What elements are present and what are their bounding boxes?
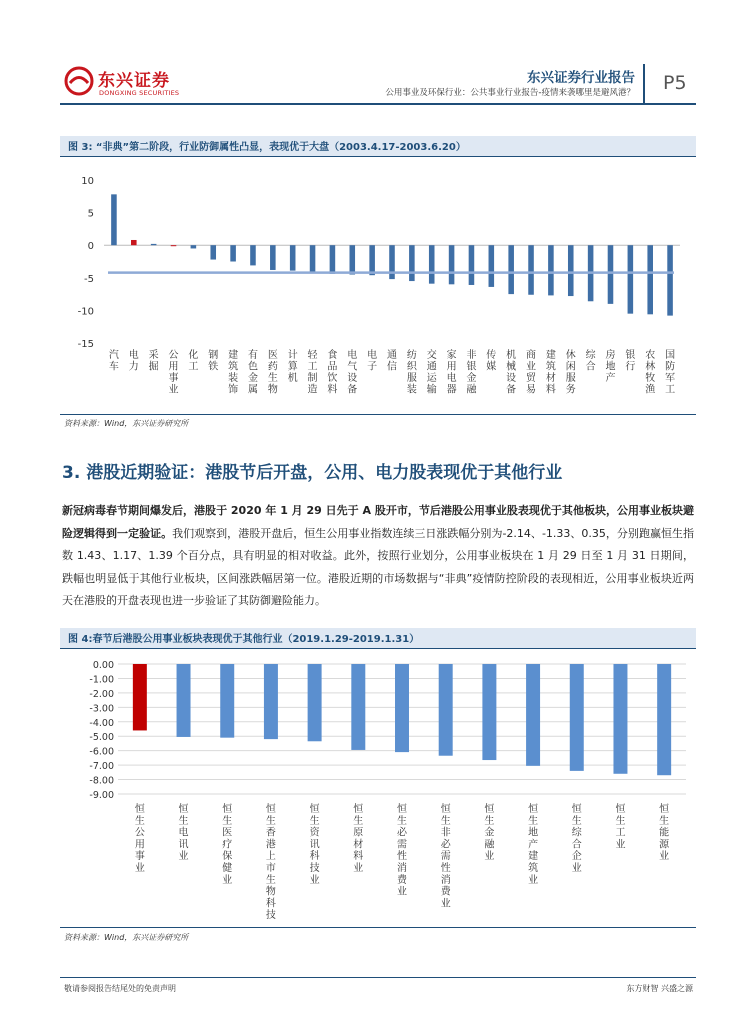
y-tick-label: -7.00 [89,761,114,773]
x-tick-label: 家用电器 [446,350,457,396]
bar [489,245,495,287]
x-tick-label: 房地产 [605,350,616,384]
bar [250,245,256,265]
x-tick-label: 恒生必需性消费业 [397,804,407,898]
x-tick-label: 汽车 [108,350,119,373]
bar [330,245,336,274]
x-tick-label: 恒生能源业 [659,804,670,863]
figure3-title: 图 3: “非典”第二阶段，行业防御属性凸显，表现优于大盘（2003.4.17-2003.6.20） [68,142,466,153]
x-tick-label: 恒生综合企业 [571,804,582,874]
y-tick-label: -15 [77,339,94,350]
paragraph-body: 我们观察到，港股开盘后，恒生公用事业指数连续三日涨跌幅分别为-2.14、-1.33、0.35，分别跑赢恒生指数 1.43、1.17、1.39 个百分点，具有明显的相对收益。此外，按照行业划分，公用事业板块在 1 月 29 日至 1 月 31 日期间，跌幅也明显低于其他行业板块，区间涨跌幅居第一位。港股近期的市场数据与“非典”疫情防控阶段的表现相近，公用事业板块近两天在港股的开盘表现也进一步验证了其防御避险能力。 [62,526,695,607]
y-tick-label: -10 [77,306,94,318]
header-divider [643,64,645,104]
x-tick-label: 纺织服装 [406,350,417,396]
x-tick-label: 医药生物 [267,350,278,396]
figure4-chart [60,652,696,924]
figure4-source: 资料来源：Wind，东兴证券研究所 [64,933,189,942]
bar [264,664,278,739]
bar [210,245,216,259]
bar [111,194,117,245]
bar [409,245,415,281]
x-tick-label: 国防军工 [665,350,676,396]
y-tick-label: -5 [84,273,94,285]
x-tick-label: 恒生公用事业 [134,804,145,874]
bar [151,244,157,245]
bar [270,245,276,270]
bar [647,245,653,314]
x-tick-label: 农林牧渔 [645,350,656,396]
footer-rule [60,977,696,978]
x-tick-label: 建筑装饰 [228,350,239,396]
logo-name: 东兴证券 [98,71,170,91]
x-tick-label: 恒生非必需性消费业 [440,804,451,910]
header-rule [60,103,696,105]
figure3-source: 资料来源：Wind，东兴证券研究所 [64,419,189,428]
x-tick-label: 轻工制造 [307,350,318,396]
figure3-source-rule [60,414,696,415]
bar [308,664,322,741]
bar [177,664,191,737]
bar [570,664,584,771]
x-tick-label: 恒生医疗保健业 [222,804,233,886]
bar [133,664,147,730]
y-tick-label: 5 [87,208,94,220]
x-tick-label: 恒生工业 [615,804,626,851]
page-header [0,0,755,100]
x-tick-label: 休闲服务 [565,350,576,396]
x-tick-label: 恒生资讯科技业 [309,804,320,886]
x-tick-label: 机械设备 [506,350,517,396]
bar [171,245,177,246]
x-tick-label: 有色金属 [247,350,258,396]
bar [429,245,435,283]
bar [526,664,540,766]
y-tick-label: 10 [81,176,94,187]
x-tick-label: 电气设备 [347,350,358,396]
bar [628,245,634,313]
x-tick-label: 商业贸易 [526,350,537,396]
y-tick-label: 0 [87,241,94,253]
figure3-chart [60,160,696,410]
figure4-title-bar [60,628,696,649]
section-paragraph [62,500,694,613]
logo-english-name: DONGXING SECURITIES [99,89,180,97]
x-tick-label: 银行 [625,350,636,373]
x-tick-label: 交通运输 [426,350,437,396]
x-tick-label: 公用事业 [168,350,179,396]
bar [608,245,614,304]
section-heading: 3. 港股近期验证：港股节后开盘，公用、电力股表现优于其他行业 [62,463,563,483]
dongxing-logo-icon [64,66,94,96]
x-tick-label: 恒生地产建筑业 [528,804,539,886]
bar [667,245,673,315]
x-tick-label: 电子 [367,350,378,373]
bar [508,245,514,294]
bar [395,664,409,752]
x-tick-label: 传媒 [486,350,497,373]
x-tick-label: 电力 [128,350,139,373]
x-tick-label: 恒生香港上市生物科技 [265,804,276,922]
bar [351,664,365,750]
bar [369,245,375,275]
bar [191,245,197,248]
y-tick-label: -9.00 [89,790,114,801]
bar [349,245,355,274]
report-subtitle: 公用事业及环保行业：公共事业行业报告-疫情来袭哪里是避风港？ [385,88,635,98]
x-tick-label: 钢铁 [208,350,219,373]
bar [482,664,496,760]
bar [613,664,627,774]
y-tick-label: -6.00 [89,746,114,758]
y-tick-label: -3.00 [89,703,114,715]
bar [528,245,534,295]
bar [389,245,395,279]
bar [131,240,137,245]
y-tick-label: -5.00 [89,732,114,744]
paragraph-lead: 新冠病毒春节期间爆发后，港股于 2020 年 1 月 29 日先于 A 股开市，节后港股公用事业股表现优于其他板块，公用事业板块避险逻辑得到一定验证。 [62,504,694,540]
figure4-source-rule [60,927,696,928]
footer-slogan: 东方财智 兴盛之源 [626,984,693,993]
bar [568,245,574,296]
figure3-title-bar [60,136,696,157]
bar [230,245,236,261]
bar [657,664,671,775]
x-tick-label: 恒生电讯业 [178,804,189,863]
bar [290,245,296,270]
x-tick-label: 化工 [188,350,199,373]
bar [469,245,475,285]
bar [439,664,453,756]
y-tick-label: -4.00 [89,717,114,729]
page-number: P5 [663,72,687,94]
x-tick-label: 食品饮料 [327,350,338,396]
x-tick-label: 建筑材料 [545,350,556,396]
x-tick-label: 非银金融 [466,350,477,396]
x-tick-label: 恒生金融业 [484,804,495,863]
x-tick-label: 恒生原材料业 [353,804,364,874]
report-title: 东兴证券行业报告 [527,70,635,86]
x-tick-label: 通信 [387,350,397,373]
y-tick-label: -8.00 [89,775,114,787]
y-tick-label: -1.00 [89,674,114,686]
y-tick-label: -2.00 [89,688,114,700]
bar [449,245,455,284]
figure4-title: 图 4:春节后港股公用事业板块表现优于其他行业（2019.1.29-2019.1.31） [68,634,420,645]
x-tick-label: 综合 [585,350,596,373]
x-tick-label: 计算机 [287,350,298,384]
bar [548,245,554,295]
x-tick-label: 采掘 [148,350,159,373]
footer-disclaimer: 敬请参阅报告结尾处的免责声明 [64,984,176,993]
bar [220,664,234,738]
y-tick-label: 0.00 [92,660,114,671]
bar [310,245,316,272]
